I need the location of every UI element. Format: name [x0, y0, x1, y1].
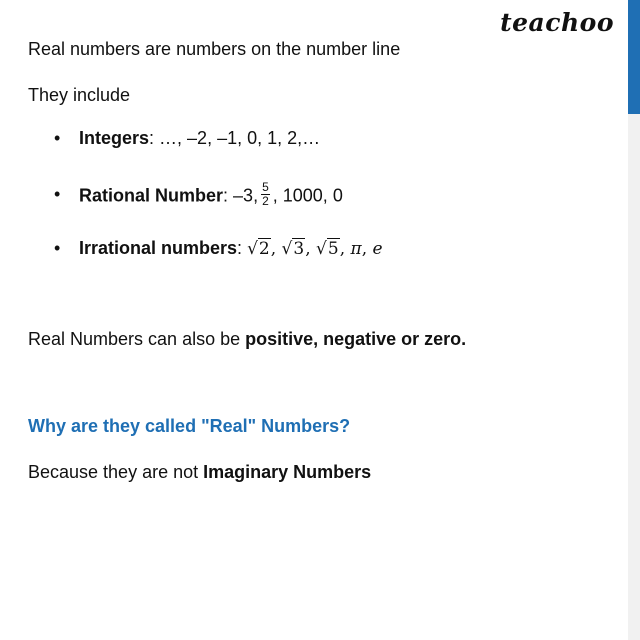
- integers-separator: :: [149, 128, 160, 148]
- teachoo-logo: teachoo: [500, 8, 614, 37]
- rational-before-fraction: –3,: [233, 185, 259, 206]
- sqrt-2: √2: [247, 239, 270, 259]
- fraction: [261, 181, 270, 208]
- scrollbar-thumb[interactable]: [628, 0, 640, 114]
- fraction-denominator: 2: [262, 194, 269, 208]
- rational-after-fraction: , 1000, 0: [272, 185, 343, 206]
- pi-symbol: π: [350, 239, 362, 259]
- sqrt-5: √5: [316, 239, 339, 259]
- sign-statement: [28, 328, 466, 350]
- bullet-irrational: [79, 237, 383, 260]
- question-heading: Why are they called "Real" Numbers?: [28, 416, 351, 436]
- bullet-integers: [79, 127, 320, 149]
- bullet-dot: •: [54, 238, 61, 258]
- answer-bold: Imaginary Numbers: [203, 462, 372, 482]
- e-symbol: e: [372, 239, 383, 259]
- answer-prefix: Because they are not: [28, 462, 204, 482]
- integers-term: Integers: [79, 128, 150, 148]
- bullet-dot: •: [54, 184, 61, 204]
- bullet-dot: •: [54, 128, 61, 148]
- integers-values: …, –2, –1, 0, 1, 2,…: [159, 128, 321, 148]
- answer-text: [28, 461, 371, 483]
- include-label: They include: [28, 85, 131, 105]
- irrational-term: Irrational numbers: [79, 238, 238, 258]
- sqrt-3: √3: [281, 239, 305, 259]
- rational-separator: :: [223, 185, 234, 206]
- intro-text: Real numbers are numbers on the number line: [28, 39, 401, 59]
- scrollbar[interactable]: [628, 0, 640, 640]
- rational-term: Rational Number: [79, 185, 224, 206]
- irrational-separator: :: [237, 238, 248, 258]
- irrational-values: √2, √3, √5, π, e: [247, 239, 383, 259]
- fraction-numerator: 5: [262, 180, 269, 194]
- bullet-rational: [79, 180, 343, 210]
- sign-statement-prefix: Real Numbers can also be: [28, 329, 246, 349]
- sign-statement-bold: positive, negative or zero.: [245, 329, 467, 349]
